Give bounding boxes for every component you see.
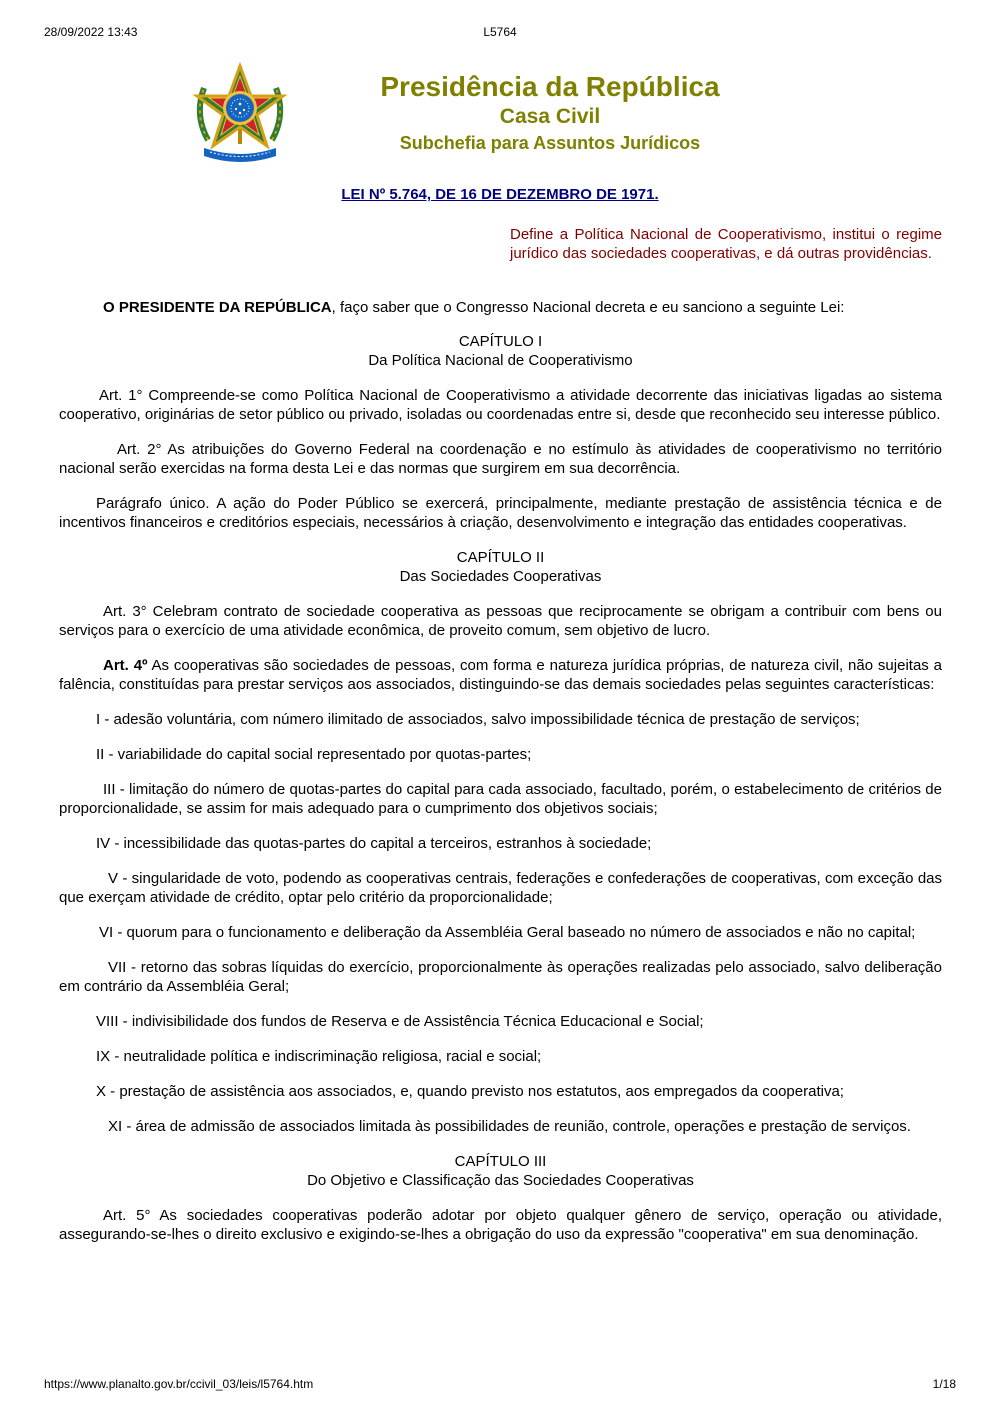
article-4-item: I - adesão voluntária, com número ilimitado de associados, salvo impossibilidade técnica de prestação de serviços; xyxy=(96,711,860,728)
law-title xyxy=(0,186,1000,203)
article-4 xyxy=(59,656,942,694)
article-4-item: II - variabilidade do capital social representado por quotas-partes; xyxy=(96,746,532,763)
preamble-text: , faço saber que o Congresso Nacional decreta e eu sanciono a seguinte Lei: xyxy=(331,299,845,316)
article-2-paragraph: Parágrafo único. A ação do Poder Público se exercerá, principalmente, mediante prestação de assistência técnica e de incentivos financeiros e creditórios especiais, necessários à criação, desenvolvimento e integração das entidades cooperativas. xyxy=(59,495,942,531)
chapter-heading xyxy=(59,332,942,370)
chapter-title: Da Política Nacional de Cooperativismo xyxy=(368,352,633,369)
presidency-title: Presidência da República xyxy=(380,71,720,102)
article-4-item: VI - quorum para o funcionamento e deliberação da Assembléia Geral baseado no número de associados e não no capital; xyxy=(99,924,916,941)
article-4-item: IV - incessibilidade das quotas-partes do capital a terceiros, estranhos à sociedade; xyxy=(96,835,652,852)
article-4-item: XI - área de admissão de associados limitada às possibilidades de reunião, controle, operações e prestação de serviços. xyxy=(108,1118,911,1135)
print-doc-title: L5764 xyxy=(483,25,517,39)
article-4-item: III - limitação do número de quotas-partes do capital para cada associado, facultado, porém, o estabelecimento de critérios de proporcionalidade, se assim for mais adequado para o cumprimento dos objetivos sociais; xyxy=(59,781,942,817)
government-header xyxy=(360,70,740,156)
chapter-title: Do Objetivo e Classificação das Sociedades Cooperativas xyxy=(307,1172,694,1189)
preamble-bold: O PRESIDENTE DA REPÚBLICA xyxy=(103,299,332,316)
article-4-item: IX - neutralidade política e indiscriminação religiosa, racial e social; xyxy=(96,1048,542,1065)
law-ementa: Define a Política Nacional de Cooperativismo, institui o regime jurídico das sociedades cooperativas, e dá outras providências. xyxy=(510,226,942,262)
article-4-item: VII - retorno das sobras líquidas do exercício, proporcionalmente às operações realizadas pelo associado, salvo deliberação em contrário da Assembléia Geral; xyxy=(59,959,942,995)
casa-civil-title: Casa Civil xyxy=(499,105,601,128)
article-4-item: VIII - indivisibilidade dos fundos de Reserva e de Assistência Técnica Educacional e Social; xyxy=(96,1013,704,1030)
article-3: Art. 3° Celebram contrato de sociedade cooperativa as pessoas que reciprocamente se obrigam a contribuir com bens ou serviços para o exercício de uma atividade econômica, de proveito comum, sem objetivo de lucro. xyxy=(59,603,942,639)
print-url-link[interactable]: https://www.planalto.gov.br/ccivil_03/leis/l5764.htm xyxy=(44,1377,314,1391)
preamble xyxy=(59,298,942,317)
chapter-heading xyxy=(59,548,942,586)
print-datetime: 28/09/2022 13:43 xyxy=(44,25,138,39)
law-title-link[interactable]: LEI Nº 5.764, DE 16 DE DEZEMBRO DE 1971. xyxy=(341,186,659,203)
article-4-item: V - singularidade de voto, podendo as cooperativas centrais, federações e confederações de cooperativas, com exceção das que exerçam atividade de crédito, optar pelo critério da proporcionalidade; xyxy=(59,870,942,906)
chapter-number: CAPÍTULO II xyxy=(456,549,545,566)
print-header xyxy=(44,25,956,41)
coat-of-arms-icon xyxy=(190,60,290,164)
article-4-text: As cooperativas são sociedades de pessoas, com forma e natureza jurídica próprias, de natureza civil, não sujeitas a falência, constituídas para prestar serviços aos associados, distinguindo-se das demais sociedades pelas seguintes características: xyxy=(59,657,942,693)
article-1: Art. 1° Compreende-se como Política Nacional de Cooperativismo a atividade decorrente das iniciativas ligadas ao sistema cooperativo, originárias de setor público ou privado, isoladas ou coordenadas entre si, desde que reconhecido seu interesse público. xyxy=(59,387,942,423)
article-4-item: X - prestação de assistência aos associados, e, quando previsto nos estatutos, aos empregados da cooperativa; xyxy=(96,1083,844,1100)
print-footer xyxy=(44,1377,956,1393)
page-number: 1/18 xyxy=(932,1377,956,1391)
chapter-heading xyxy=(59,1152,942,1190)
law-body xyxy=(59,298,942,1260)
subchefia-title: Subchefia para Assuntos Jurídicos xyxy=(399,133,701,153)
article-4-label: Art. 4º xyxy=(103,657,148,674)
article-2: Art. 2° As atribuições do Governo Federal na coordenação e no estímulo às atividades de cooperativismo no território nacional serão exercidas na forma desta Lei e das normas que surgirem em sua decorrência. xyxy=(59,441,942,477)
article-5: Art. 5° As sociedades cooperativas poderão adotar por objeto qualquer gênero de serviço, operação ou atividade, assegurando-se-lhes o direito exclusivo e exigindo-se-lhes a obrigação do uso da expressão "cooperativa" em sua denominação. xyxy=(59,1207,942,1243)
chapter-number: CAPÍTULO I xyxy=(458,333,543,350)
chapter-number: CAPÍTULO III xyxy=(454,1153,547,1170)
chapter-title: Das Sociedades Cooperativas xyxy=(399,568,602,585)
